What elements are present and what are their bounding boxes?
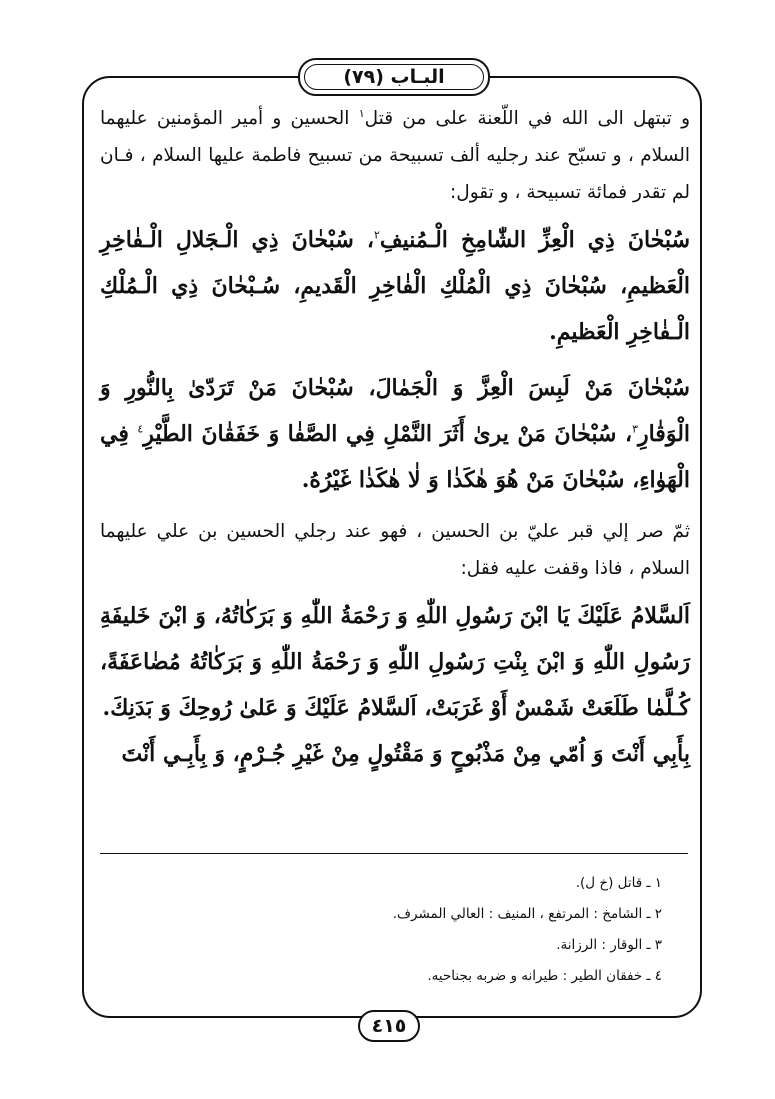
page-number: ٤١٥ bbox=[358, 1010, 420, 1042]
footnote-2: ٢ ـ الشامخ : المرتفع ، المنيف : العالي المشرف. bbox=[392, 906, 662, 922]
instruction-paragraph: ثمّ صر إلي قبر عليّ بن الحسين ، فهو عند رجلي الحسين بن علي عليهما السلام ، فاذا وقفت عليه فقل: bbox=[100, 521, 690, 579]
footnote-3: ٣ ـ الوقار : الرزانة. bbox=[556, 937, 662, 953]
tasbih-paragraph-2 bbox=[100, 365, 690, 503]
ziyarah-paragraph: اَلسَّلامُ عَلَيْكَ يَا ابْنَ رَسُولِ اللّٰهِ وَ رَحْمَةُ اللّٰهِ وَ بَرَكٰاتُهُ، وَ ابْنَ خَليفَةِ رَسُولِ اللّٰهِ وَ ابْنَ بِنْتِ رَسُولِ اللّٰهِ وَ رَحْمَةُ اللّٰهِ وَ بَرَكٰاتُهُ مُضٰاعَفَةً، كُـلَّمٰا طَلَعَتْ شَمْسٌ أَوْ غَرَبَتْ، اَلسَّلامُ عَلَيْكَ وَ عَلىٰ رُوحِكَ وَ بَدَنِكَ. bbox=[100, 603, 690, 721]
footnote-ref-4: ٤ bbox=[137, 422, 144, 436]
footnote-ref-2: ٢ bbox=[373, 228, 380, 242]
intro-paragraph bbox=[100, 100, 690, 211]
tasbih2-text-3: فِي الْهَوٰاءِ، سُبْحٰانَ مَنْ هُوَ هٰكَذٰا وَ لٰا هٰكَذٰا غَيْرُهُ. bbox=[100, 421, 690, 493]
tasbih1-text-2: ، سُبْحٰانَ ذِي الْـجَلالِ الْـفٰاخِرِ الْعَظيمِ، سُبْحٰانَ ذِي الْمُلْكِ الْفٰاخِرِ الْقَديمِ، سُـبْحٰانَ ذِي الْـمُلْكِ الْـفٰاخِرِ الْعَظيمِ. bbox=[100, 227, 690, 345]
tasbih2-text-1: سُبْحٰانَ مَنْ لَبِسَ الْعِزَّ وَ الْجَمٰالَ، سُبْحٰانَ مَنْ تَرَدّىٰ بِالنُّورِ وَ الْوَقٰارِ bbox=[100, 375, 691, 447]
main-text bbox=[100, 100, 690, 777]
chapter-title: البـاب (٧٩) bbox=[343, 66, 445, 88]
footnotes bbox=[100, 868, 662, 992]
intro-text-1: و تبتهل الى الله في اللّعنة على من قتل bbox=[364, 108, 691, 129]
closing-paragraph: بِأَبِي أَنْتَ وَ اُمّي مِنْ مَذْبُوحٍ وَ مَقْتُولٍ مِنْ غَيْرِ جُـرْمٍ، وَ بِأَبِـي أَنْتَ bbox=[121, 741, 690, 767]
footnote-divider bbox=[100, 853, 688, 854]
chapter-header bbox=[298, 58, 490, 96]
tasbih1-text-1: سُبْحٰانَ ذِي الْعِزِّ الشّٰامِخِ الْـمُنيفِ bbox=[379, 227, 691, 253]
footnote-ref-3: ٣ bbox=[632, 422, 638, 436]
footnote-ref-1: ١ bbox=[358, 106, 365, 120]
tasbih-paragraph-1 bbox=[100, 217, 690, 355]
tasbih2-text-2: ، سُبْحٰانَ مَنْ يرىٰ أَثَرَ النَّمْلِ فِي الصَّفٰا وَ خَفَقٰانَ الطَّيْرِ bbox=[143, 421, 633, 447]
footnote-1: ١ ـ قاتل (خ ل). bbox=[575, 875, 662, 891]
footnote-4: ٤ ـ خفقان الطير : طيرانه و ضربه بجناحيه. bbox=[427, 968, 662, 984]
intro-text-2: الحسين و أمير المؤمنين عليهما السلام ، و تسبّح عند رجليه ألف تسبيحة من تسبيح فاطمة عليها السلام ، فـان لم تقدر فمائة تسبيحة ، و تقول: bbox=[100, 108, 690, 203]
